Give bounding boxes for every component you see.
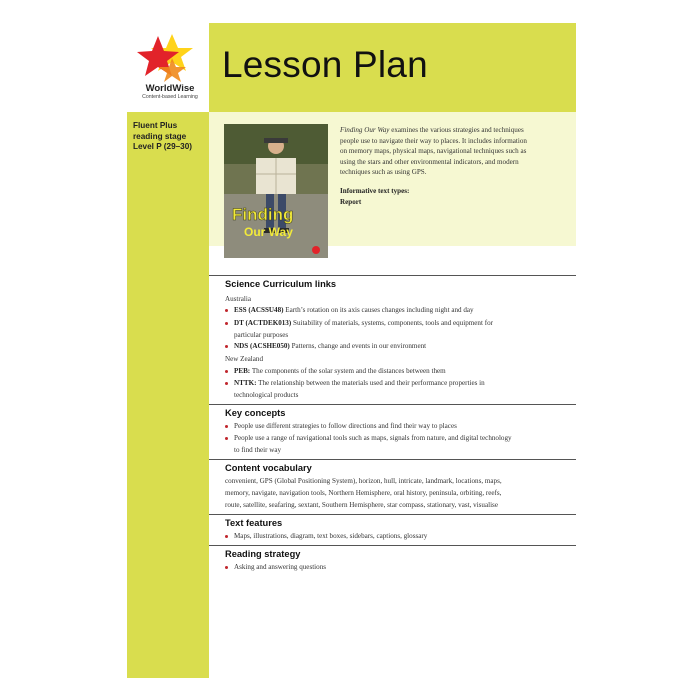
section-divider — [209, 514, 576, 515]
bullet — [225, 382, 228, 385]
section-divider — [209, 459, 576, 460]
bullet — [225, 425, 228, 428]
stage-line: Level P (29–30) — [133, 142, 193, 152]
book-title: Finding Our Way — [340, 126, 390, 134]
bullet — [225, 535, 228, 538]
feature-item: Maps, illustrations, diagram, text boxes, sidebars, captions, glossary — [234, 532, 428, 540]
section-divider — [209, 275, 576, 276]
vocabulary-line: route, satellite, seafaring, sextant, Southern Hemisphere, star compass, stationary, vast, visualise — [225, 501, 498, 509]
curriculum-item: DT (ACTDEK013) Suitability of materials, systems, components, tools and equipment for — [234, 319, 493, 327]
intro-line: people use to navigate their way to places. It includes information — [340, 136, 527, 145]
book-cover-illustration — [224, 124, 328, 258]
intro-line: examines the various strategies and techniques — [391, 126, 524, 134]
intro-line: using the stars and other environmental indicators, and modern — [340, 157, 519, 166]
vocabulary-line: memory, navigate, navigation tools, Northern Hemisphere, oral history, peninsula, orbiting, reefs, — [225, 489, 502, 497]
science-section-title: Science Curriculum links — [225, 279, 337, 289]
bullet — [225, 345, 228, 348]
bullet — [225, 370, 228, 373]
key-concepts-title: Key concepts — [225, 408, 286, 418]
curriculum-item-continued: particular purposes — [234, 331, 289, 339]
intro-line: on memory maps, physical maps, navigational techniques such as — [340, 147, 527, 156]
brand-tagline: Content-based Learning — [142, 94, 198, 100]
bullet — [225, 322, 228, 325]
stage-line: reading stage — [133, 131, 187, 141]
page-title: Lesson Plan — [222, 44, 428, 85]
curriculum-item: NTTK: The relationship between the materials used and their performance properties in — [234, 379, 485, 387]
curriculum-item-continued: technological products — [234, 391, 299, 399]
concept-item: People use a range of navigational tools such as maps, signals from nature, and digital technology — [234, 434, 512, 442]
intro-line: techniques such as using GPS. — [340, 168, 427, 177]
text-types-value: Report — [340, 198, 362, 206]
intro-paragraph — [340, 125, 572, 178]
cover-title-line1: Finding — [232, 205, 294, 224]
bullet — [225, 566, 228, 569]
reading-stage — [133, 121, 205, 153]
text-features-title: Text features — [225, 518, 283, 528]
left-column — [127, 112, 209, 678]
section-divider — [209, 545, 576, 546]
book-cover-image — [224, 124, 328, 258]
reading-strategy-title: Reading strategy — [225, 549, 301, 559]
strategy-item: Asking and answering questions — [234, 563, 327, 571]
region-label: Australia — [225, 295, 252, 303]
curriculum-item: NDS (ACSHE050) Patterns, change and events in our environment — [234, 342, 427, 350]
stage-line: Fluent Plus — [133, 121, 178, 130]
brand-name: WorldWise — [145, 83, 195, 94]
vocabulary-title: Content vocabulary — [225, 463, 312, 473]
text-types-label: Informative text types: — [340, 187, 410, 195]
cover-title-line2: Our Way — [244, 225, 293, 239]
curriculum-item: PEB: The components of the solar system and the distances between them — [234, 367, 446, 375]
bullet — [225, 309, 228, 312]
section-divider — [209, 404, 576, 405]
vocabulary-line: convenient, GPS (Global Positioning System), horizon, hull, intricate, landmark, locations, maps, — [225, 477, 502, 485]
curriculum-item: ESS (ACSSU48) Earth’s rotation on its axis causes changes including night and day — [234, 306, 474, 314]
bullet — [225, 437, 228, 440]
concept-item: People use different strategies to follow directions and find their way to places — [234, 422, 457, 430]
concept-item-continued: to find their way — [234, 446, 282, 454]
region-label: New Zealand — [225, 355, 264, 363]
